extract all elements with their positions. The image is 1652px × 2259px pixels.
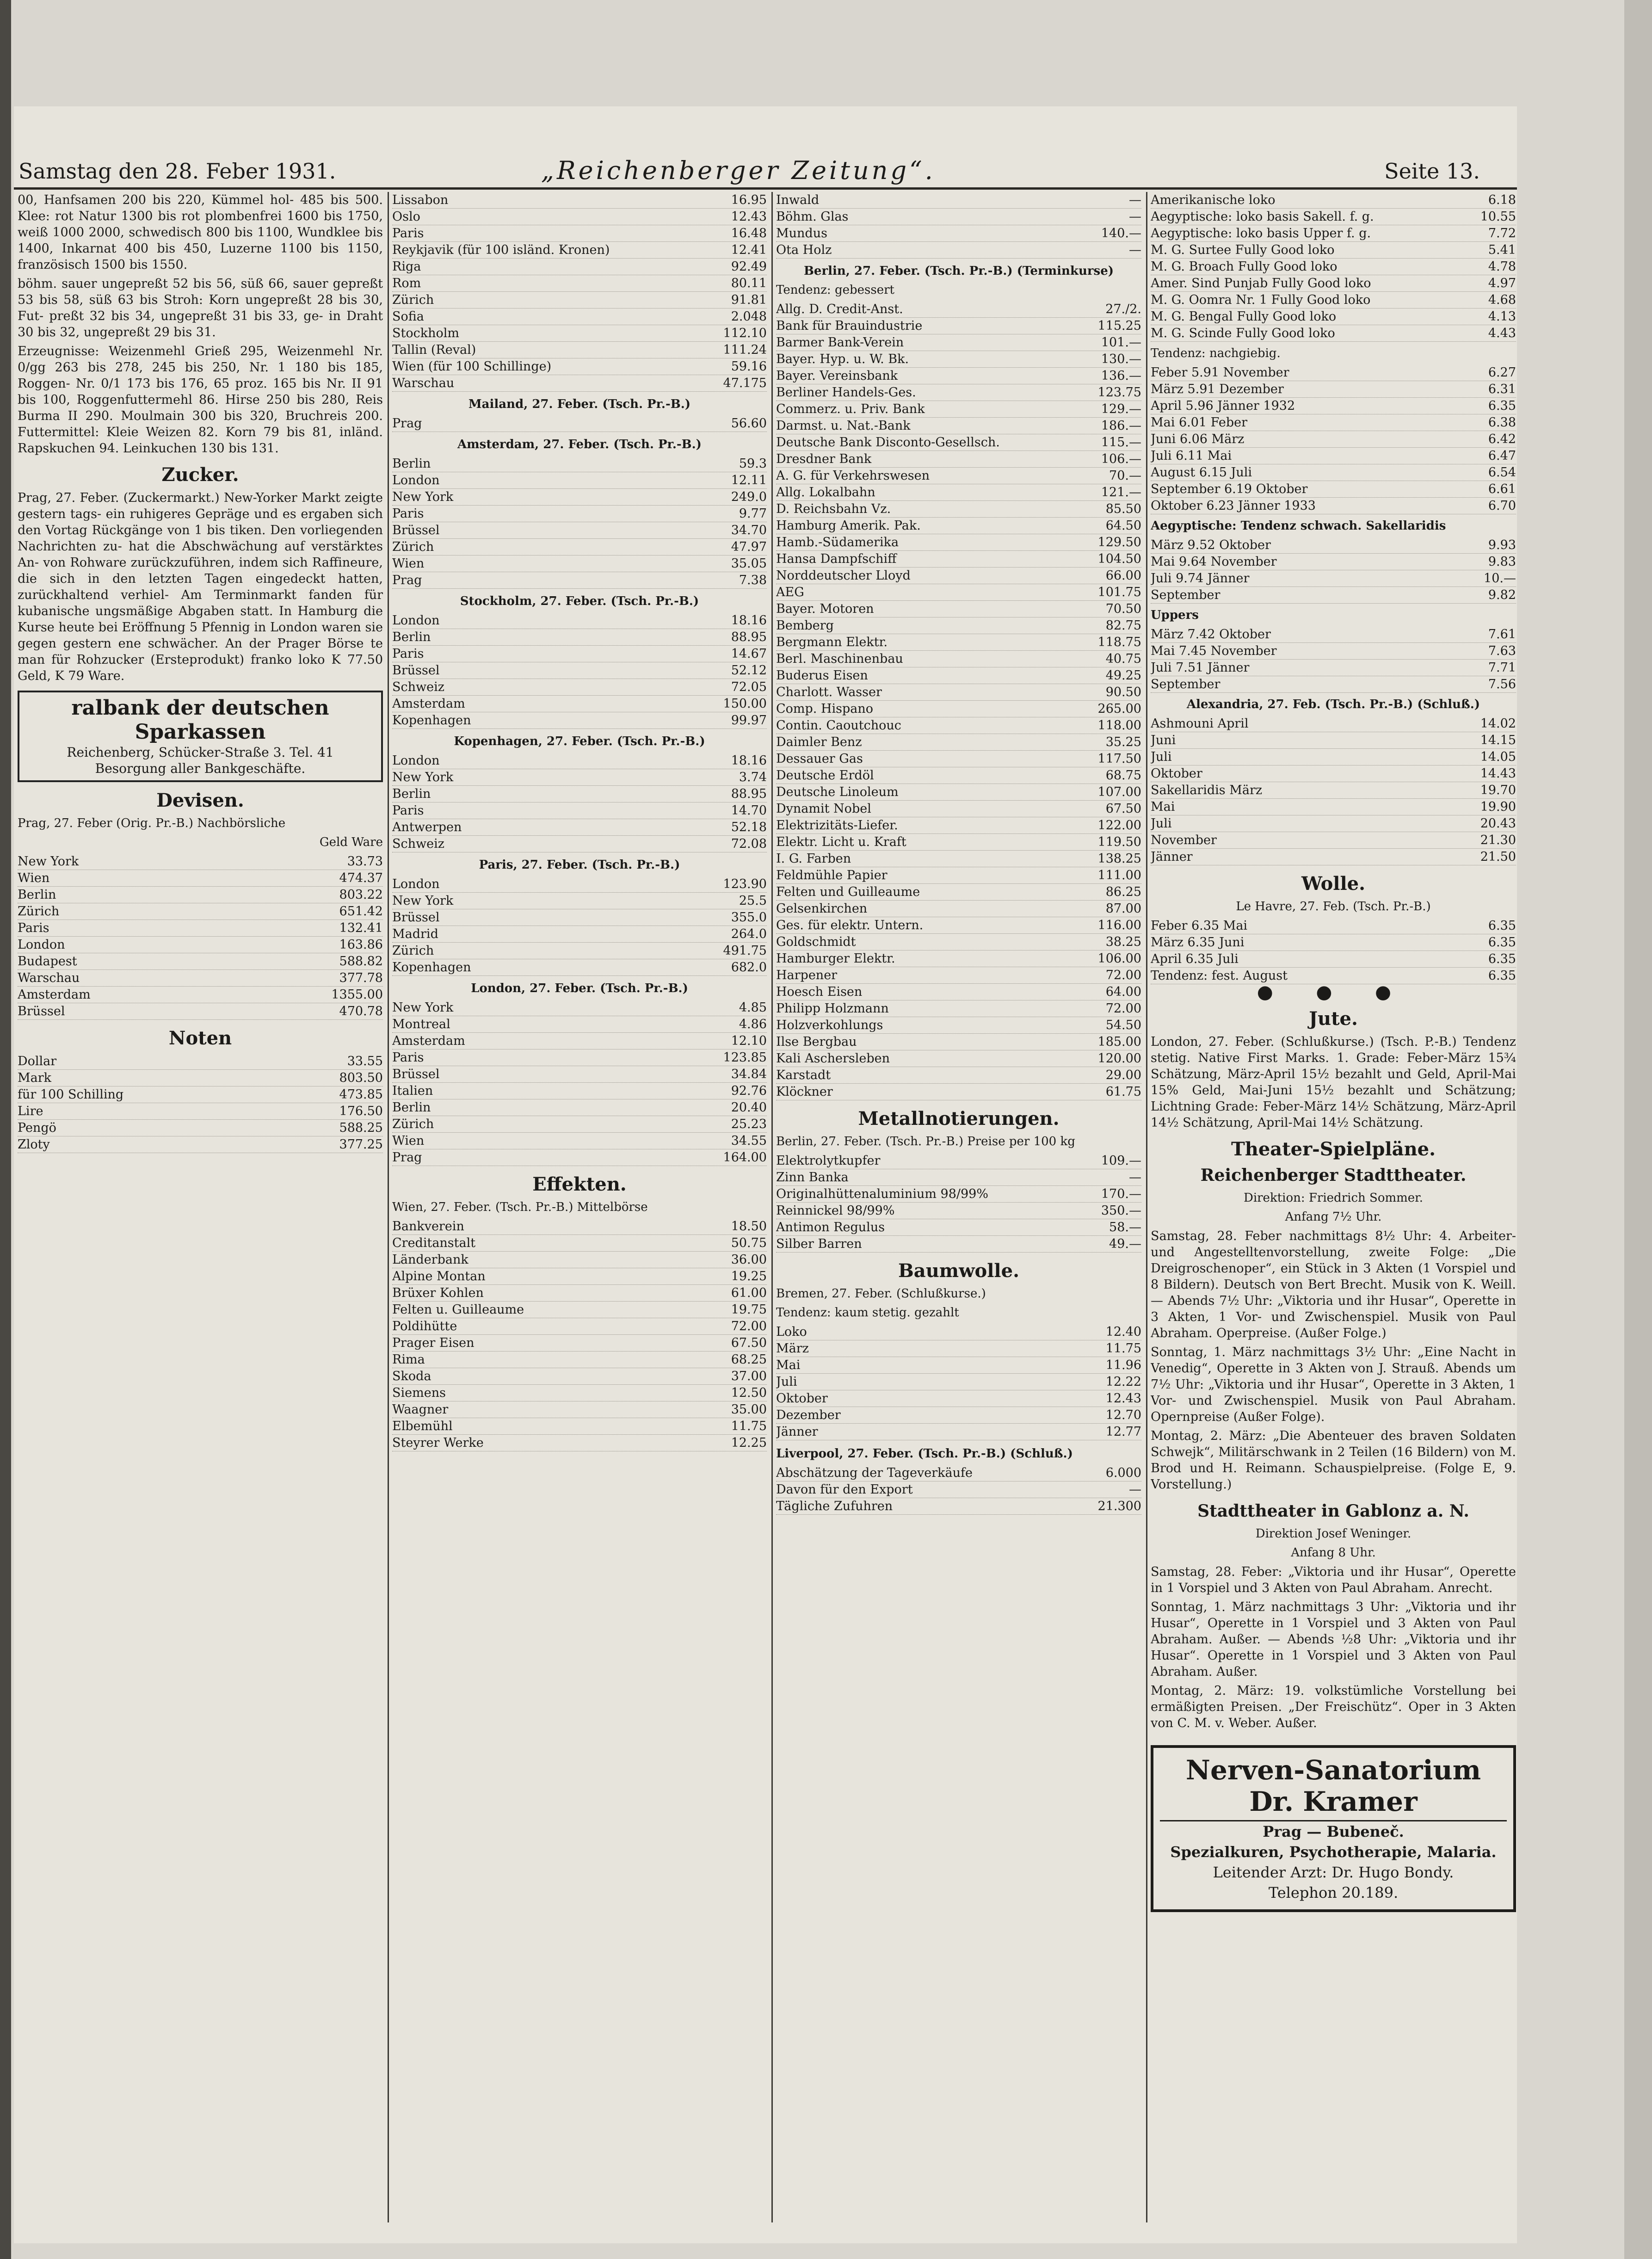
table-row: Klöckner 61.75 [776,1084,1141,1100]
gablonz-theater-start: Anfang 8 Uhr. [1291,1546,1376,1560]
table-row: März 7.42 Oktober 7.61 [1151,626,1516,643]
table-row: Kopenhagen 99.97 [392,712,767,729]
baumwolle-subtitle: Bremen, 27. Feber. (Schlußkurse.) [776,1287,986,1301]
table-row: Bergmann Elektr. 118.75 [776,634,1141,651]
table-row: M. G. Scinde Fully Good loko 4.43 [1151,325,1516,342]
section-title-noten: Noten [168,1027,232,1049]
table-row: Juni 14.15 [1151,732,1516,749]
table-row: Inwald — [776,192,1141,209]
table-row: Juli 14.05 [1151,749,1516,765]
reichenberg-theater-start: Anfang 7½ Uhr. [1285,1210,1382,1224]
theater-program-entry: Sonntag, 1. März nachmittags 3½ Uhr: „Eine Nacht in Venedig“, Operette in 3 Akten von J. Strauß. Abends um 7½ Uhr: „Viktoria und ihr Husar“, Operette in 3 Akten, 1 Vor- und Zwischenspiel. Musik von Paul Abraham. Opernpreise (Außer Folge). [1151,1345,1516,1424]
table-row: Amerikanische loko 6.18 [1151,192,1516,209]
section-title-devisen: Devisen. [156,790,244,811]
table-row: Bayer. Motoren 70.50 [776,601,1141,617]
sanatorium-ad-title: Nerven-Sanatorium Dr. Kramer [1160,1754,1507,1821]
theater-program-entry: Sonntag, 1. März nachmittags 3 Uhr: „Viktoria und ihr Husar“, Operette in 1 Vorspiel und 3 Akten von Paul Abraham. Außer. — Abends ½8 Uhr: „Viktoria und ihr Husar“. Operette in 1 Vorspiel und 3 Akten von Paul Abraham. Außer. [1151,1600,1516,1679]
table-row: Zinn Banka — [776,1169,1141,1186]
section-title-metall: Metallnotierungen. [858,1108,1060,1130]
table-row: Jänner 21.50 [1151,849,1516,865]
table-row: Feldmühle Papier 111.00 [776,867,1141,884]
table-row: Brüssel 34.84 [392,1066,767,1083]
table-row: New York 249.0 [392,489,767,506]
table-row: Comp. Hispano 265.00 [776,701,1141,717]
table-row: Montreal 4.86 [392,1016,767,1033]
uppers-heading: Uppers [1151,608,1199,622]
table-row: London 163.86 [18,937,383,953]
paris-table [392,876,767,976]
table-row: Madrid 264.0 [392,926,767,943]
table-row: Waagner 35.00 [392,1401,767,1418]
sanatorium-advertisement [1151,1745,1516,1912]
table-row: Allg. Lokalbahn 121.— [776,484,1141,501]
gablonz-theater-director: Direktion Josef Weninger. [1255,1527,1412,1541]
aegypt-heading: Aegyptische: Tendenz schwach. Sakellaridis [1151,519,1446,533]
table-row: Tendenz: fest. August 6.35 [1151,968,1516,984]
table-row: Lire 176.50 [18,1103,383,1120]
table-row: Paris 16.48 [392,225,767,242]
table-row: Harpener 72.00 [776,967,1141,984]
section-title-effekten: Effekten. [532,1173,627,1195]
table-row: Ges. für elektr. Untern. 116.00 [776,917,1141,934]
table-row: Jänner 12.77 [776,1424,1141,1440]
table-row: Brüssel 355.0 [392,909,767,926]
aegypt-table [1151,537,1516,604]
table-row: Warschau 377.78 [18,970,383,987]
table-row: Mai 9.64 November 9.83 [1151,554,1516,570]
market-paragraph: böhm. sauer ungepreßt 52 bis 56, süß 66, sauer gepreßt 53 bis 58, süß 63 bis Stroh: Korn ungepreßt 28 bis 30, Fut- preßt 32 bis 34, ungepreßt 31 bis 33, ge- in Draht 30 bis 32, ungepreßt 29 bis 31. [18,277,383,339]
effekten-table [392,1218,767,1451]
table-row: London 18.16 [392,753,767,769]
table-row: New York 33.73 [18,853,383,870]
table-row: Abschätzung der Tageverkäufe 6.000 [776,1465,1141,1481]
table-row: Wien 474.37 [18,870,383,887]
table-row: Italien 92.76 [392,1083,767,1099]
bank-advertisement [18,691,383,782]
theater-program-entry: Samstag, 28. Feber: „Viktoria und ihr Husar“, Operette in 1 Vorspiel und 3 Akten von Paul Abraham. Anrecht. [1151,1565,1516,1595]
amsterdam-heading: Amsterdam, 27. Feber. (Tsch. Pr.-B.) [457,438,702,451]
gablonz-theater-title: Stadttheater in Gablonz a. N. [1197,1501,1469,1521]
wolle-table [1151,918,1516,984]
table-row: Originalhüttenaluminium 98/99% 170.— [776,1186,1141,1203]
devisen-table [18,853,383,1020]
table-row: Dollar 33.55 [18,1053,383,1070]
mailand-heading: Mailand, 27. Feber. (Tsch. Pr.-B.) [468,397,691,411]
column-rule [1146,192,1147,2222]
table-row: Brüssel 52.12 [392,662,767,679]
table-row: A. G. für Verkehrswesen 70.— [776,468,1141,484]
exchange-table-top [392,192,767,392]
table-row: Zürich 651.42 [18,903,383,920]
sanatorium-ad-specialties: Spezialkuren, Psychotherapie, Malaria. [1170,1843,1497,1861]
header-paper-title: „Reichenberger Zeitung“. [541,156,936,185]
table-row: März 6.35 Juni 6.35 [1151,934,1516,951]
termin-table [1151,364,1516,514]
table-row: Antwerpen 52.18 [392,819,767,836]
table-row: Aegyptische: loko basis Sakell. f. g. 10.55 [1151,209,1516,225]
bank-ad-note: Besorgung aller Bankgeschäfte. [95,761,306,776]
table-row: M. G. Broach Fully Good loko 4.78 [1151,259,1516,275]
column-2 [392,192,767,2227]
devisen-column-headers: Geld Ware [319,835,383,849]
table-row: Zloty 377.25 [18,1136,383,1153]
table-row: Amer. Sind Punjab Fully Good loko 4.97 [1151,275,1516,292]
termin-tendency: Tendenz: nachgiebig. [1151,346,1281,360]
effekten-subtitle: Wien, 27. Feber. (Tsch. Pr.-B.) Mittelbörse [392,1200,648,1214]
kopenhagen-heading: Kopenhagen, 27. Feber. (Tsch. Pr.-B.) [454,734,705,748]
table-row: Alpine Montan 19.25 [392,1268,767,1285]
header-date: Samstag den 28. Feber 1931. [18,159,336,184]
table-row: September 6.19 Oktober 6.61 [1151,481,1516,498]
market-paragraph: Erzeugnisse: Weizenmehl Grieß 295, Weizenmehl Nr. 0/gg 263 bis 278, 245 bis 250, Nr. 1 180 bis 185, Roggen- Nr. 0/1 173 bis 176, 65 proz. 165 bis Nr. II 91 bis 100, Roggenfuttermehl 86. Hirse 250 bis 280, Reis Burma II 290. Moulmain 300 bis 320, Bruchreis 200. Futtermittel: Kleie Weizen 82. Korn 79 bis 81, inländ. Rapskuchen 94. Leinkuchen 130 bis 131. [18,344,383,456]
table-row: Poldihütte 72.00 [392,1318,767,1335]
table-row: Oktober 12.43 [776,1390,1141,1407]
table-row: Oslo 12.43 [392,209,767,225]
table-row: Sakellaridis März 19.70 [1151,782,1516,799]
table-row: Brüssel 470.78 [18,1003,383,1020]
table-row: Rima 68.25 [392,1352,767,1368]
table-row: Bank für Brauindustrie 115.25 [776,318,1141,334]
table-row: Bankverein 18.50 [392,1218,767,1235]
table-row: Elektr. Licht u. Kraft 119.50 [776,834,1141,851]
table-row: März 11.75 [776,1340,1141,1357]
table-row: August 6.15 Juli 6.54 [1151,464,1516,481]
alexandria-table [1151,716,1516,865]
newspaper-page [14,106,1517,2243]
table-row: Norddeutscher Lloyd 66.00 [776,568,1141,584]
table-row: Zürich 491.75 [392,943,767,959]
table-row: Sofia 2.048 [392,309,767,325]
table-row: Prag 7.38 [392,572,767,589]
section-title-baumwolle: Baumwolle. [898,1260,1019,1282]
table-row: New York 4.85 [392,1000,767,1016]
jute-article: London, 27. Feber. (Schlußkurse.) (Tsch. P.-B.) Tendenz stetig. Native First Marks. 1. Grade: Feber-März 15¾ Schätzung, März-April 15½ bezahlt und Geld, April-Mai 15% Geld, Mai-Juni 15½ bezahlt und Schätzung; Lichtning Grade: Feber-März 14½ Schätzung, März-April 14½ Schätzung, April-Mai 14½ Schätzung. [1151,1035,1516,1130]
table-row: Bemberg 82.75 [776,617,1141,634]
table-row: Feber 6.35 Mai 6.35 [1151,918,1516,934]
table-row: September 9.82 [1151,587,1516,604]
theater-program-entry: Montag, 2. März: 19. volkstümliche Vorstellung bei ermäßigten Preisen. „Der Freischütz“. Oper in 3 Akten von C. M. v. Weber. Außer. [1151,1684,1516,1730]
uppers-table [1151,626,1516,693]
stocks-table-top [776,192,1141,259]
table-row: Stockholm 112.10 [392,325,767,342]
table-row: Tallin (Reval) 111.24 [392,342,767,358]
table-row: Elbemühl 11.75 [392,1418,767,1435]
table-row: Hamburger Elektr. 106.00 [776,951,1141,967]
table-row: Philipp Holzmann 72.00 [776,1000,1141,1017]
table-row: Dresdner Bank 106.— [776,451,1141,468]
reichenberg-theater-director: Direktion: Friedrich Sommer. [1243,1191,1424,1205]
table-row: Hoesch Eisen 64.00 [776,984,1141,1000]
stockholm-table [392,612,767,729]
table-row: Brüssel 34.70 [392,522,767,539]
table-row: Daimler Benz 35.25 [776,734,1141,751]
table-row: Berlin 88.95 [392,629,767,646]
london-heading: London, 27. Feber. (Tsch. Pr.-B.) [471,981,688,995]
table-row: Paris 9.77 [392,506,767,522]
right-page-edge [1624,0,1652,2259]
stockholm-heading: Stockholm, 27. Feber. (Tsch. Pr.-B.) [460,594,699,608]
section-title-jute: Jute. [1309,1008,1358,1030]
table-row: Schweiz 72.05 [392,679,767,696]
london-table [392,1000,767,1166]
wolle-subtitle: Le Havre, 27. Feb. (Tsch. Pr.-B.) [1236,900,1431,913]
table-row: Creditanstalt 50.75 [392,1235,767,1252]
devisen-subtitle: Prag, 27. Feber (Orig. Pr.-B.) Nachbörsliche [18,816,286,830]
table-row: Feber 5.91 November 6.27 [1151,364,1516,381]
table-row: März 9.52 Oktober 9.93 [1151,537,1516,554]
table-row: Karstadt 29.00 [776,1067,1141,1084]
noten-table [18,1053,383,1153]
table-row: Deutsche Erdöl 68.75 [776,767,1141,784]
paris-heading: Paris, 27. Feber. (Tsch. Pr.-B.) [479,858,680,872]
table-row: Juli 7.51 Jänner 7.71 [1151,660,1516,676]
table-row: Commerz. u. Priv. Bank 129.— [776,401,1141,418]
table-row: für 100 Schilling 473.85 [18,1086,383,1103]
table-row: Amsterdam 12.10 [392,1033,767,1049]
table-row: September 7.56 [1151,676,1516,693]
table-row: Dezember 12.70 [776,1407,1141,1424]
table-row: Mai 6.01 Feber 6.38 [1151,414,1516,431]
table-row: Zürich 47.97 [392,539,767,555]
table-row: Berlin 59.3 [392,456,767,472]
table-row: November 21.30 [1151,832,1516,849]
table-row: New York 3.74 [392,769,767,786]
table-row: Oktober 6.23 Jänner 1933 6.70 [1151,498,1516,514]
table-row: Prag 164.00 [392,1149,767,1166]
theater-program-entry: Montag, 2. März: „Die Abenteuer des braven Soldaten Schwejk“, Militärschwank in 2 Teilen (16 Bildern) von M. Brod und H. Reimann. Schauspielpreise. (Folge E, 9. Vorstellung.) [1151,1429,1516,1492]
section-title-theater: Theater-Spielpläne. [1231,1138,1436,1160]
table-row: Bayer. Vereinsbank 136.— [776,368,1141,384]
baumwolle-tendency: Tendenz: kaum stetig. gezahlt [776,1306,959,1320]
table-row: Holzverkohlungs 54.50 [776,1017,1141,1034]
table-row: Paris 14.70 [392,802,767,819]
table-row: Berlin 20.40 [392,1099,767,1116]
table-row: Riga 92.49 [392,259,767,275]
table-row: Siemens 12.50 [392,1385,767,1401]
table-row: Berlin 803.22 [18,887,383,903]
table-row: Paris 123.85 [392,1049,767,1066]
table-row: Loko 12.40 [776,1324,1141,1340]
table-row: Reinnickel 98/99% 350.— [776,1203,1141,1219]
berlin-heading: Berlin, 27. Feber. (Tsch. Pr.-B.) (Terminkurse) [803,264,1114,278]
table-row: Berlin 88.95 [392,786,767,802]
table-row: Elektrizitäts-Liefer. 122.00 [776,817,1141,834]
table-row: Juli 9.74 Jänner 10.— [1151,570,1516,587]
table-row: Prag 56.60 [392,415,767,432]
table-row: Davon für den Export — [776,1481,1141,1498]
table-row: Budapest 588.82 [18,953,383,970]
reichenberg-theater-title: Reichenberger Stadttheater. [1200,1166,1467,1185]
table-row: Paris 14.67 [392,646,767,662]
table-row: Zürich 25.23 [392,1116,767,1133]
table-row: AEG 101.75 [776,584,1141,601]
table-row: Contin. Caoutchouc 118.00 [776,717,1141,734]
table-row: Gelsenkirchen 87.00 [776,901,1141,917]
table-row: Rom 80.11 [392,275,767,292]
table-row: Tägliche Zufuhren 21.300 [776,1498,1141,1515]
page-header [14,150,1517,190]
table-row: Juli 20.43 [1151,815,1516,832]
table-row: Silber Barren 49.— [776,1236,1141,1253]
table-row: Charlott. Wasser 90.50 [776,684,1141,701]
table-row: Pengö 588.25 [18,1120,383,1136]
table-row: Schweiz 72.08 [392,836,767,852]
table-row: Ota Holz — [776,242,1141,259]
table-row: Hansa Dampfschiff 104.50 [776,551,1141,568]
section-title-zucker: Zucker. [161,464,239,486]
table-row: Juli 12.22 [776,1374,1141,1390]
table-row: Böhm. Glas — [776,209,1141,225]
alexandria-heading: Alexandria, 27. Feb. (Tsch. Pr.-B.) (Schluß.) [1186,697,1480,711]
table-row: Prager Eisen 67.50 [392,1335,767,1352]
table-row: Elektrolytkupfer 109.— [776,1153,1141,1169]
table-row: M. G. Surtee Fully Good loko 5.41 [1151,242,1516,259]
table-row: Antimon Regulus 58.— [776,1219,1141,1236]
table-row: Steyrer Werke 12.25 [392,1435,767,1451]
table-row: Deutsche Bank Disconto-Gesellsch. 115.— [776,434,1141,451]
sanatorium-ad-phone: Telephon 20.189. [1268,1884,1399,1901]
table-row: Oktober 14.43 [1151,765,1516,782]
column-1 [18,192,383,2227]
column-4 [1151,192,1516,2227]
table-row: Deutsche Linoleum 107.00 [776,784,1141,801]
table-row: M. G. Oomra Nr. 1 Fully Good loko 4.68 [1151,292,1516,309]
column-rule [388,192,389,2222]
table-row: Hamburg Amerik. Pak. 64.50 [776,518,1141,534]
table-row: Ilse Bergbau 185.00 [776,1034,1141,1050]
table-row: Bayer. Hyp. u. W. Bk. 130.— [776,351,1141,368]
table-row: Aegyptische: loko basis Upper f. g. 7.72 [1151,225,1516,242]
sanatorium-ad-doctor: Leitender Arzt: Dr. Hugo Bondy. [1213,1864,1454,1881]
table-row: Zürich 91.81 [392,292,767,309]
table-row: Kopenhagen 682.0 [392,959,767,976]
table-row: Dynamit Nobel 67.50 [776,801,1141,817]
table-row: Darmst. u. Nat.-Bank 186.— [776,418,1141,434]
metall-table [776,1153,1141,1253]
table-row: Goldschmidt 38.25 [776,934,1141,951]
table-row: M. G. Bengal Fully Good loko 4.13 [1151,309,1516,325]
table-row: London 123.90 [392,876,767,893]
table-row: Länderbank 36.00 [392,1252,767,1268]
table-row: Juli 6.11 Mai 6.47 [1151,448,1516,464]
table-row: Wien 35.05 [392,555,767,572]
amsterdam-table [392,456,767,589]
kopenhagen-table [392,753,767,852]
table-row: Berl. Maschinenbau 40.75 [776,651,1141,667]
bank-ad-address: Reichenberg, Schücker-Straße 3. Tel. 41 [67,745,334,760]
bank-ad-name: ralbank der deutschen Sparkassen [71,696,329,744]
table-row: Brüxer Kohlen 61.00 [392,1285,767,1302]
table-row: Buderus Eisen 49.25 [776,667,1141,684]
table-row: März 5.91 Dezember 6.31 [1151,381,1516,398]
column-rule [771,192,773,2222]
table-row: Reykjavik (für 100 isländ. Kronen) 12.41 [392,242,767,259]
table-row: Wien 34.55 [392,1133,767,1149]
table-row: Skoda 37.00 [392,1368,767,1385]
table-row: Felten und Guilleaume 86.25 [776,884,1141,901]
cotton-loko-table [1151,192,1516,342]
column-3 [776,192,1141,2227]
table-row: Lissabon 16.95 [392,192,767,209]
theater-program-entry: Samstag, 28. Feber nachmittags 8½ Uhr: 4. Arbeiter- und Angestelltenvorstellung, zweite Folge: „Die Dreigroschenoper“, ein Stück in 3 Akten (1 Vorspiel und 8 Bildern). Deutsch von Bert Brecht. Musik von K. Weill. — Abends 7½ Uhr: „Viktoria und ihr Husar“, Operette in 3 Akten, 1 Vor- und Zwischenspiel. Musik von Paul Abraham. Operpreise. (Außer Folge.) [1151,1229,1516,1340]
table-row: Paris 132.41 [18,920,383,937]
section-divider-dots: ● ● ● [1257,981,1410,1003]
table-row: D. Reichsbahn Vz. 85.50 [776,501,1141,518]
table-row: Hamb.-Südamerika 129.50 [776,534,1141,551]
section-title-wolle: Wolle. [1301,873,1366,895]
table-row: Mai 11.96 [776,1357,1141,1374]
table-row: Amsterdam 1355.00 [18,987,383,1003]
liverpool-table [776,1465,1141,1515]
table-row: Felten u. Guilleaume 19.75 [392,1302,767,1318]
table-row: Barmer Bank-Verein 101.— [776,334,1141,351]
sanatorium-ad-city: Prag — Bubeneč. [1263,1823,1404,1840]
table-row: Amsterdam 150.00 [392,696,767,712]
table-row: New York 25.5 [392,893,767,909]
table-row: Mark 803.50 [18,1070,383,1086]
berlin-tendency: Tendenz: gebessert [776,283,894,297]
table-row: Mai 7.45 November 7.63 [1151,643,1516,660]
berlin-table [776,301,1141,1100]
left-binding-edge [0,0,11,2259]
table-row: Mundus 140.— [776,225,1141,242]
table-row: Allg. D. Credit-Anst. 27./2. [776,301,1141,318]
table-row: April 5.96 Jänner 1932 6.35 [1151,398,1516,414]
table-row: Kali Aschersleben 120.00 [776,1050,1141,1067]
table-row: Mai 19.90 [1151,799,1516,815]
table-row: Berliner Handels-Ges. 123.75 [776,384,1141,401]
table-row: I. G. Farben 138.25 [776,851,1141,867]
table-row: Dessauer Gas 117.50 [776,751,1141,767]
table-row: Ashmouni April 14.02 [1151,716,1516,732]
liverpool-heading: Liverpool, 27. Feber. (Tsch. Pr.-B.) (Schluß.) [776,1447,1073,1461]
table-row: Juni 6.06 März 6.42 [1151,431,1516,448]
metall-subtitle: Berlin, 27. Feber. (Tsch. Pr.-B.) Preise per 100 kg [776,1135,1075,1148]
table-row: Warschau 47.175 [392,375,767,392]
table-row: London 12.11 [392,472,767,489]
baumwolle-table [776,1324,1141,1440]
table-row: April 6.35 Juli 6.35 [1151,951,1516,968]
market-paragraph: 00, Hanfsamen 200 bis 220, Kümmel hol- 485 bis 500. Klee: rot Natur 1300 bis rot plombenfrei 1600 bis 1750, weiß 1000 2000, schwedisch 800 bis 1100, Wundklee bis 1400, Inkarnat 400 bis 450, Luzerne 1100 bis 1150, französisch 1500 bis 1550. [18,193,383,272]
table-row: London 18.16 [392,612,767,629]
zucker-article: Prag, 27. Feber. (Zuckermarkt.) New-Yorker Markt zeigte gestern tags- ein ruhigeres Gepräge und es ergaben sich den Vortag Rückgänge von 1 bis tiken. Den vorliegenden Nachrichten zu- hat die Abschwächung auf verstärktes An- von Rohware zurückzuführen, indem sich Raffineure, die sich in den letzten Tagen eingedeckt hatten, zurückhaltend verhiel- Am Terminmarkt fanden für kubanische ungsmäßige Abgaben statt. In Hamburg die Kurse heute bei Eröffnung 5 Pfennig in London waren sie gegen gestern ene schwächer. An der Prager Börse te man für Rohzucker (Ersteprodukt) franko loko K 77.50 Geld, K 79 Ware. [18,491,383,683]
header-page-number: Seite 13. [1384,159,1480,184]
table-row: Wien (für 100 Schillinge) 59.16 [392,358,767,375]
